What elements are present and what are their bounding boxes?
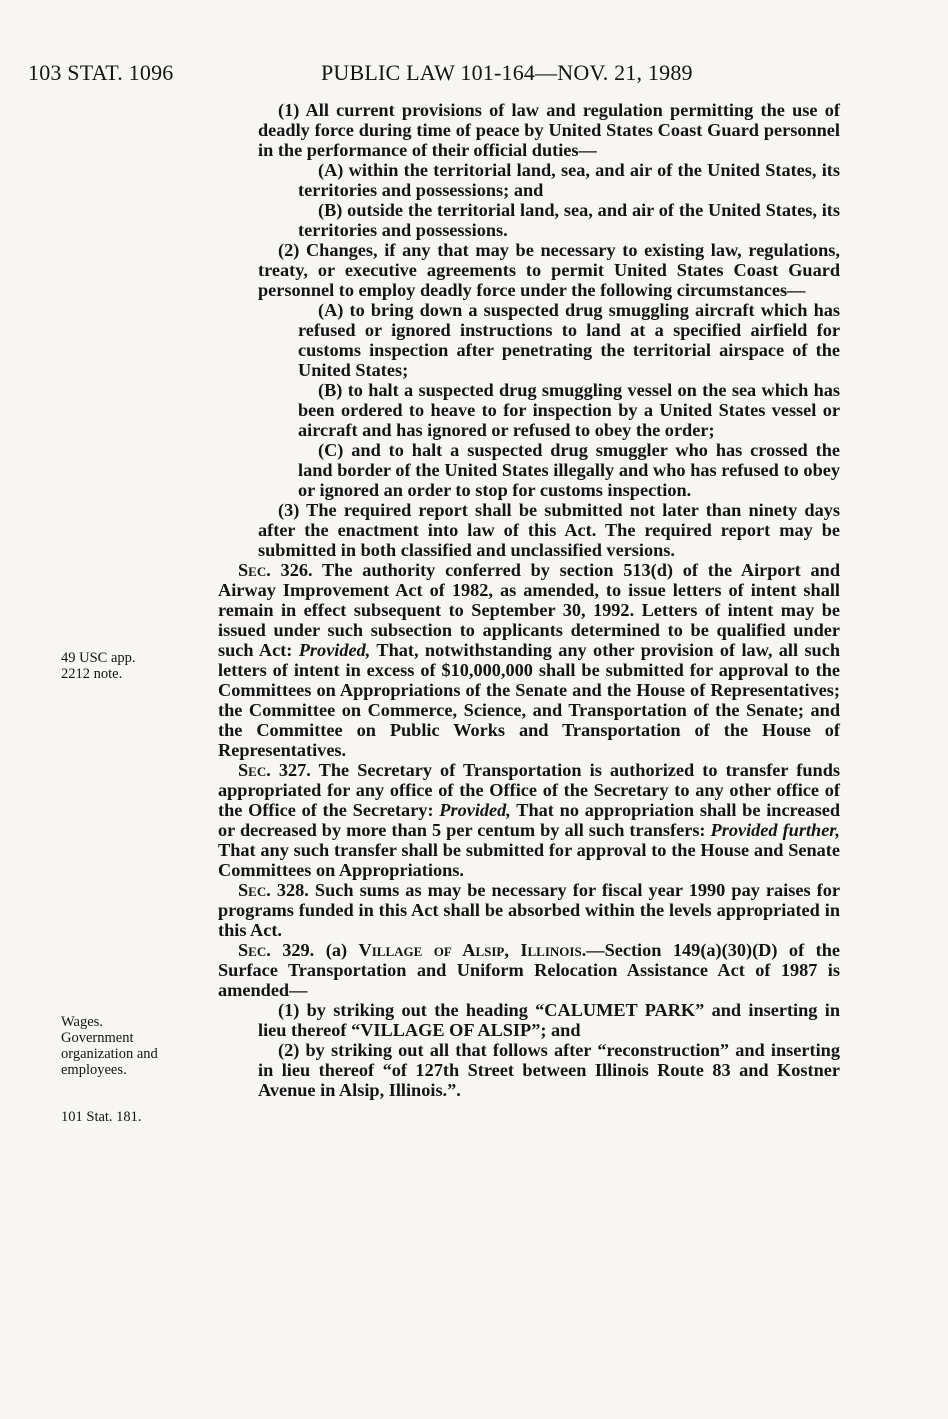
- subsection-marker: (a): [314, 940, 359, 960]
- section-label: Sec. 329.: [238, 940, 315, 960]
- paragraph-2c: (C) and to halt a suspected drug smuggler who has crossed the land border of the United States illegally and who has refused to obey or ignored an order to stop for customs inspection.: [298, 440, 840, 500]
- subsection-heading: Village of Alsip, Illinois.: [358, 940, 587, 960]
- section-text: That, notwithstanding any other provision of law, all such letters of intent in excess of $10,000,000 shall be submitted for approval to the Committees on Appropriations of the Senate and the House of Representatives; the Committee on Commerce, Science, and Transportation of the Senate; and the Committee on Public Works and Transportation of the House of Representatives.: [218, 640, 841, 760]
- section-text: Such sums as may be necessary for fiscal year 1990 pay raises for programs funded in this Act shall be absorbed within the levels appropriated in this Act.: [218, 880, 840, 940]
- section-text: The authority conferred by section 513(d) of the Airport and Airway Improvement Act of 1982, as amended, to issue letters of intent shall remain in effect subsequent to September 30, 1992. Letters of intent may be issued under such subsection to applicants determined to be qualified under such Act:: [218, 560, 840, 660]
- section-329: [218, 940, 840, 1000]
- margin-note-line: organization and: [61, 1046, 158, 1062]
- section-label: Sec. 326.: [238, 560, 313, 580]
- section-label: Sec. 328.: [238, 880, 309, 900]
- page-header: [0, 60, 948, 90]
- margin-note-usc: [61, 650, 136, 682]
- paragraph-1b: (B) outside the territorial land, sea, and air of the United States, its territories and possessions.: [298, 200, 840, 240]
- margin-note-line: 49 USC app.: [61, 650, 136, 666]
- margin-note-line: 101 Stat. 181.: [61, 1109, 142, 1125]
- section-329-item-1: (1) by striking out the heading “CALUMET PARK” and inserting in lieu thereof “VILLAGE OF ALSIP”; and: [258, 1000, 840, 1040]
- paragraph-3: (3) The required report shall be submitted not later than ninety days after the enactment into law of this Act. The required report may be submitted in both classified and unclassified versions.: [258, 500, 840, 560]
- margin-note-line: 2212 note.: [61, 666, 123, 682]
- section-text: The Secretary of Transportation is authorized to transfer funds appropriated for any office of the Office of the Secretary to any other office of the Office of the Secretary:: [218, 760, 840, 820]
- paragraph-2a: (A) to bring down a suspected drug smuggling aircraft which has refused or ignored instructions to land at a specified airfield for customs inspection after penetrating the territorial airspace of the United States;: [298, 300, 840, 380]
- section-328: [218, 880, 840, 940]
- section-text: That no appropriation shall be increased or decreased by more than 5 per centum by all such transfers:: [218, 800, 840, 840]
- page-reference: 103 STAT. 1096: [28, 60, 174, 85]
- section-329-item-2: (2) by striking out all that follows after “reconstruction” and inserting in lieu thereof “of 127th Street between Illinois Route 83 and Kostner Avenue in Alsip, Illinois.”.: [258, 1040, 840, 1100]
- margin-note-stat: [61, 1109, 142, 1125]
- proviso: Provided,: [298, 640, 371, 660]
- margin-note-wages: [61, 1014, 158, 1078]
- paragraph-2b: (B) to halt a suspected drug smuggling vessel on the sea which has been ordered to heave to for inspection by a United States vessel or aircraft and has ignored or refused to obey the order;: [298, 380, 840, 440]
- proviso: Provided,: [439, 800, 511, 820]
- margin-note-line: employees.: [61, 1062, 127, 1078]
- section-327: [218, 760, 840, 880]
- paragraph-1a: (A) within the territorial land, sea, and air of the United States, its territories and possessions; and: [298, 160, 840, 200]
- paragraph-2: (2) Changes, if any that may be necessary to existing law, regulations, treaty, or executive agreements to permit United States Coast Guard personnel to employ deadly force under the following circumstances—: [258, 240, 840, 300]
- section-text: That any such transfer shall be submitted for approval to the House and Senate Committees on Appropriations.: [218, 840, 840, 880]
- margin-note-line: Wages.: [61, 1014, 103, 1030]
- section-text: —Section 149(a)(30)(D) of the Surface Transportation and Uniform Relocation Assistance Act of 1987 is amended—: [218, 940, 840, 1000]
- proviso: Provided further,: [710, 820, 840, 840]
- page-title: PUBLIC LAW 101-164—NOV. 21, 1989: [321, 60, 693, 85]
- margin-note-line: Government: [61, 1030, 134, 1046]
- paragraph-1: (1) All current provisions of law and regulation permitting the use of deadly force during time of peace by United States Coast Guard personnel in the performance of their official duties—: [258, 100, 840, 160]
- document-body: [218, 100, 840, 1100]
- section-326: [218, 560, 840, 760]
- section-label: Sec. 327.: [238, 760, 311, 780]
